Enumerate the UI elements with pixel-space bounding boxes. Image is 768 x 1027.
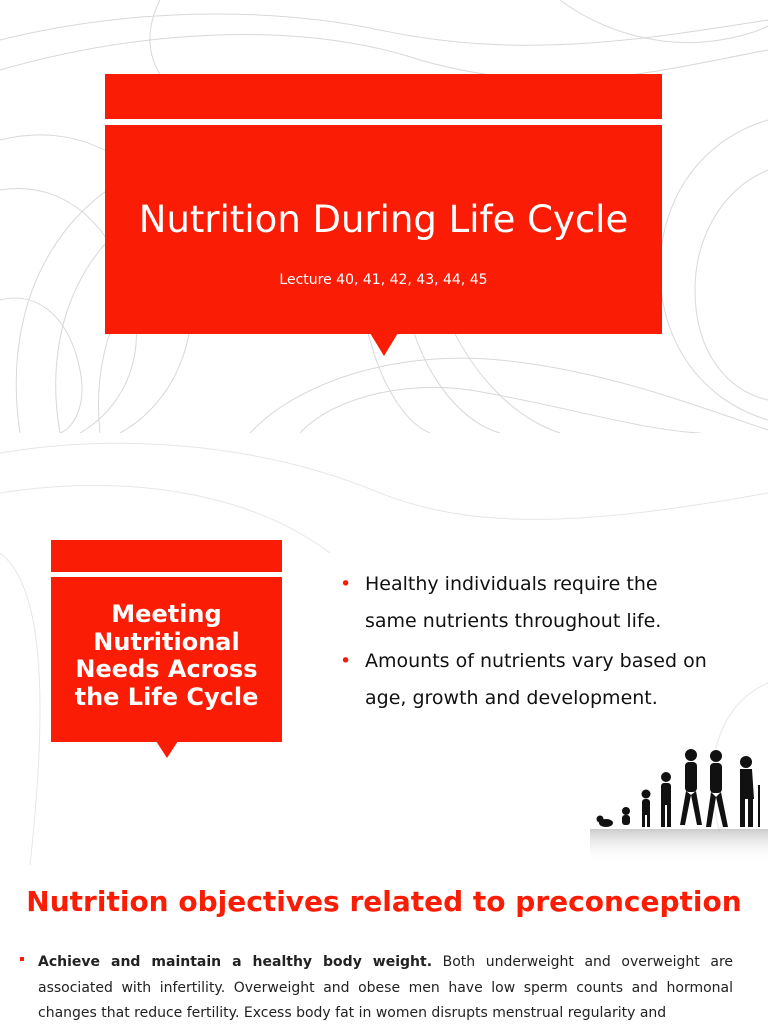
section-box-pointer xyxy=(156,741,178,759)
bullet-item: • Healthy individuals require the same nutrients throughout life. xyxy=(340,566,760,639)
bullet-item: • Amounts of nutrients vary based on age, growth and development. xyxy=(340,643,760,716)
bullet-square-icon xyxy=(20,957,24,961)
slide-subtitle: Lecture 40, 41, 42, 43, 44, 45 xyxy=(279,272,488,288)
objective-body-text: Both underweight and overweight are associated with infertility. Overweight and obese men have low sperm counts and hormonal changes that reduce fertility. Excess body fat in women disrupts menstrual regularity and xyxy=(38,954,734,1021)
objectives-heading: Nutrition objectives related to preconception xyxy=(26,885,742,918)
title-slide xyxy=(0,0,768,433)
section-bar-top xyxy=(51,540,282,572)
section-title: Meeting Nutritional Needs Across the Life Cycle xyxy=(74,600,259,711)
objective-paragraph xyxy=(38,950,733,1027)
title-box-pointer xyxy=(370,333,398,357)
human-life-stages-silhouette-icon xyxy=(590,745,768,863)
bullet-dot-icon: • xyxy=(340,650,352,672)
bullet-dot-icon: • xyxy=(340,573,352,595)
slide-title: Nutrition During Life Cycle xyxy=(138,198,629,241)
bullet-list xyxy=(340,566,760,720)
objective-bold-lead: Achieve and maintain a healthy body weight. xyxy=(38,954,433,970)
title-bar-top xyxy=(105,74,662,119)
